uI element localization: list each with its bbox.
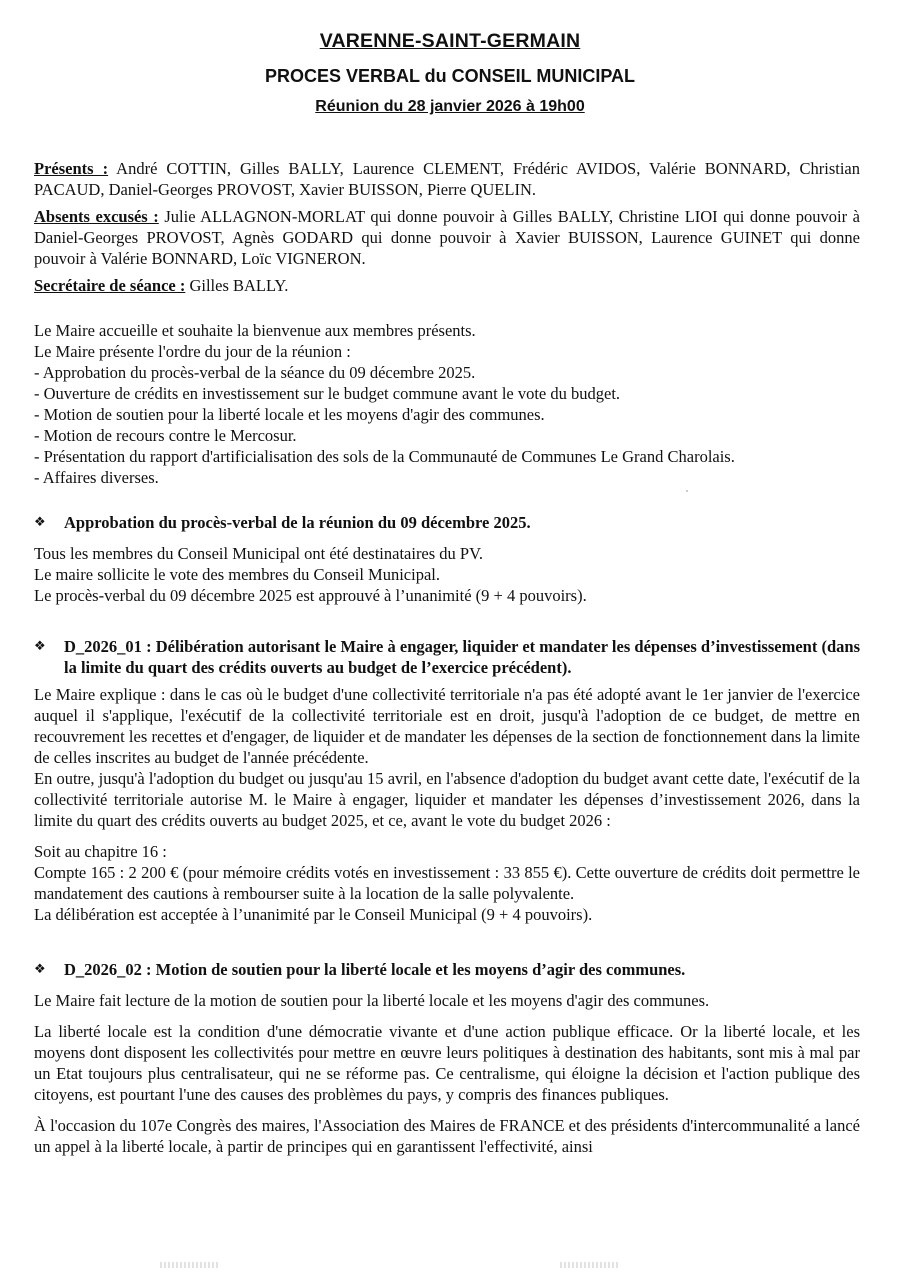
agenda-intro-order: Le Maire présente l'ordre du jour de la réunion : [34,342,351,361]
section-line: Le maire sollicite le vote des membres du Conseil Municipal. [34,565,440,584]
agenda [34,320,860,488]
agenda-item: - Ouverture de crédits en investissement sur le budget commune avant le vote du budget. [34,384,621,403]
section-title: Approbation du procès-verbal de la réunion du 09 décembre 2025. [64,513,531,532]
present-list: André COTTIN, Gilles BALLY, Laurence CLEMENT, Frédéric AVIDOS, Valérie BONNARD, Christian PACAUD, Daniel-Georges PROVOST, Xavier BUISSON, Pierre QUELIN. [34,159,860,199]
section-paragraph: La liberté locale est la condition d'une démocratie vivante et d'une action publique efficace. Or la liberté locale, et les moyens dont disposent les collectivités pour mettre en œuvre leurs politiques à destination des habitants, sont mis à mal par un Etat toujours plus centralisateur, qui ne se réforme pas. Ce centralisme, qui éloigne la décision et l'action publique des citoyens, est pourtant l'une des causes des problèmes du pays, y compris des finances publiques. [34,1022,860,1104]
agenda-item: - Motion de soutien pour la liberté locale et les moyens d'agir des communes. [34,405,545,424]
section-line: Le procès-verbal du 09 décembre 2025 est approuvé à l’unanimité (9 + 4 pouvoirs). [34,586,587,605]
document-title: PROCES VERBAL du CONSEIL MUNICIPAL [264,66,636,86]
section-title: D_2026_01 : Délibération autorisant le Maire à engager, liquider et mandater les dépenses d’investissement (dans la limite du quart des crédits ouverts au budget de l’exercice précédent). [64,637,860,677]
agenda-item: - Approbation du procès-verbal de la séance du 09 décembre 2025. [34,363,476,382]
meeting-date: Réunion du 28 janvier 2026 à 19h00 [315,98,585,115]
present-label: Présents : [34,159,109,178]
section-line: Tous les membres du Conseil Municipal ont été destinataires du PV. [34,544,484,563]
section-d-2026-01-body [34,684,860,925]
section-paragraph: Soit au chapitre 16 : [34,842,167,861]
section-d-2026-02-body [34,990,860,1157]
section-paragraph: À l'occasion du 107e Congrès des maires, l'Association des Maires de FRANCE et des présidents d'intercommunalité a lancé un appel à la liberté locale, à partir de principes qui en garantissent l'effectivité, ainsi [34,1116,860,1156]
document-body [34,158,860,1157]
section-heading-pv-approval [34,512,860,533]
section-paragraph: Compte 165 : 2 200 € (pour mémoire crédits votés en investissement : 33 855 €). Cette ouverture de crédits doit permettre le mandatement des cautions à rembourser suite à la location de la salle polyvalente. [34,863,860,903]
secretary-name: Gilles BALLY. [185,276,289,295]
commune-name: VARENNE-SAINT-GERMAIN [319,30,581,52]
agenda-item: - Affaires diverses. [34,468,159,487]
diamond-bullet-icon: ❖ [34,639,46,654]
absent-paragraph [34,206,860,269]
secretary-label: Secrétaire de séance : [34,276,186,295]
section-paragraph: Le Maire fait lecture de la motion de soutien pour la liberté locale et les moyens d'agir des communes. [34,991,710,1010]
agenda-intro-welcome: Le Maire accueille et souhaite la bienvenue aux membres présents. [34,321,476,340]
section-paragraph: La délibération est acceptée à l’unanimité par le Conseil Municipal (9 + 4 pouvoirs). [34,905,593,924]
agenda-item: - Motion de recours contre le Mercosur. [34,426,297,445]
absent-list: Julie ALLAGNON-MORLAT qui donne pouvoir à Gilles BALLY, Christine LIOI qui donne pouvoir à Daniel-Georges PROVOST, Agnès GODARD qui donne pouvoir à Xavier BUISSON, Laurence GUINET qui donne pouvoir à Valérie BONNARD, Loïc VIGNERON. [34,207,860,268]
diamond-bullet-icon: ❖ [34,515,46,530]
diamond-bullet-icon: ❖ [34,962,46,977]
scan-speck [686,490,688,492]
section-paragraph: Le Maire explique : dans le cas où le budget d'une collectivité territoriale n'a pas été adopté avant le 1er janvier de l'exercice auquel il s'applique, l'exécutif de la collectivité territoriale est en droit, jusqu'à l'adoption de ce budget, de mettre en recouvrement les recettes et d'engager, de liquider et de mandater les dépenses de la section de fonctionnement dans la limite de celles inscrites au budget de l'année précédente. [34,685,860,767]
secretary-paragraph [34,275,860,296]
section-title: D_2026_02 : Motion de soutien pour la liberté locale et les moyens d’agir des communes. [64,960,686,979]
scan-smudge [560,1262,620,1268]
scan-smudge [160,1262,220,1268]
section-pv-approval-body [34,543,860,606]
section-heading-d-2026-01 [34,636,860,678]
section-paragraph: En outre, jusqu'à l'adoption du budget ou jusqu'au 15 avril, en l'absence d'adoption du budget avant cette date, l'exécutif de la collectivité territoriale autorise M. le Maire à engager, liquider et mandater les dépenses d’investissement 2026, dans la limite du quart des crédits ouverts au budget 2025, et ce, avant le vote du budget 2026 : [34,769,860,830]
absent-label: Absents excusés : [34,207,159,226]
agenda-item: - Présentation du rapport d'artificialisation des sols de la Communauté de Communes Le Grand Charolais. [34,447,735,466]
section-heading-d-2026-02 [34,959,860,980]
present-paragraph [34,158,860,200]
